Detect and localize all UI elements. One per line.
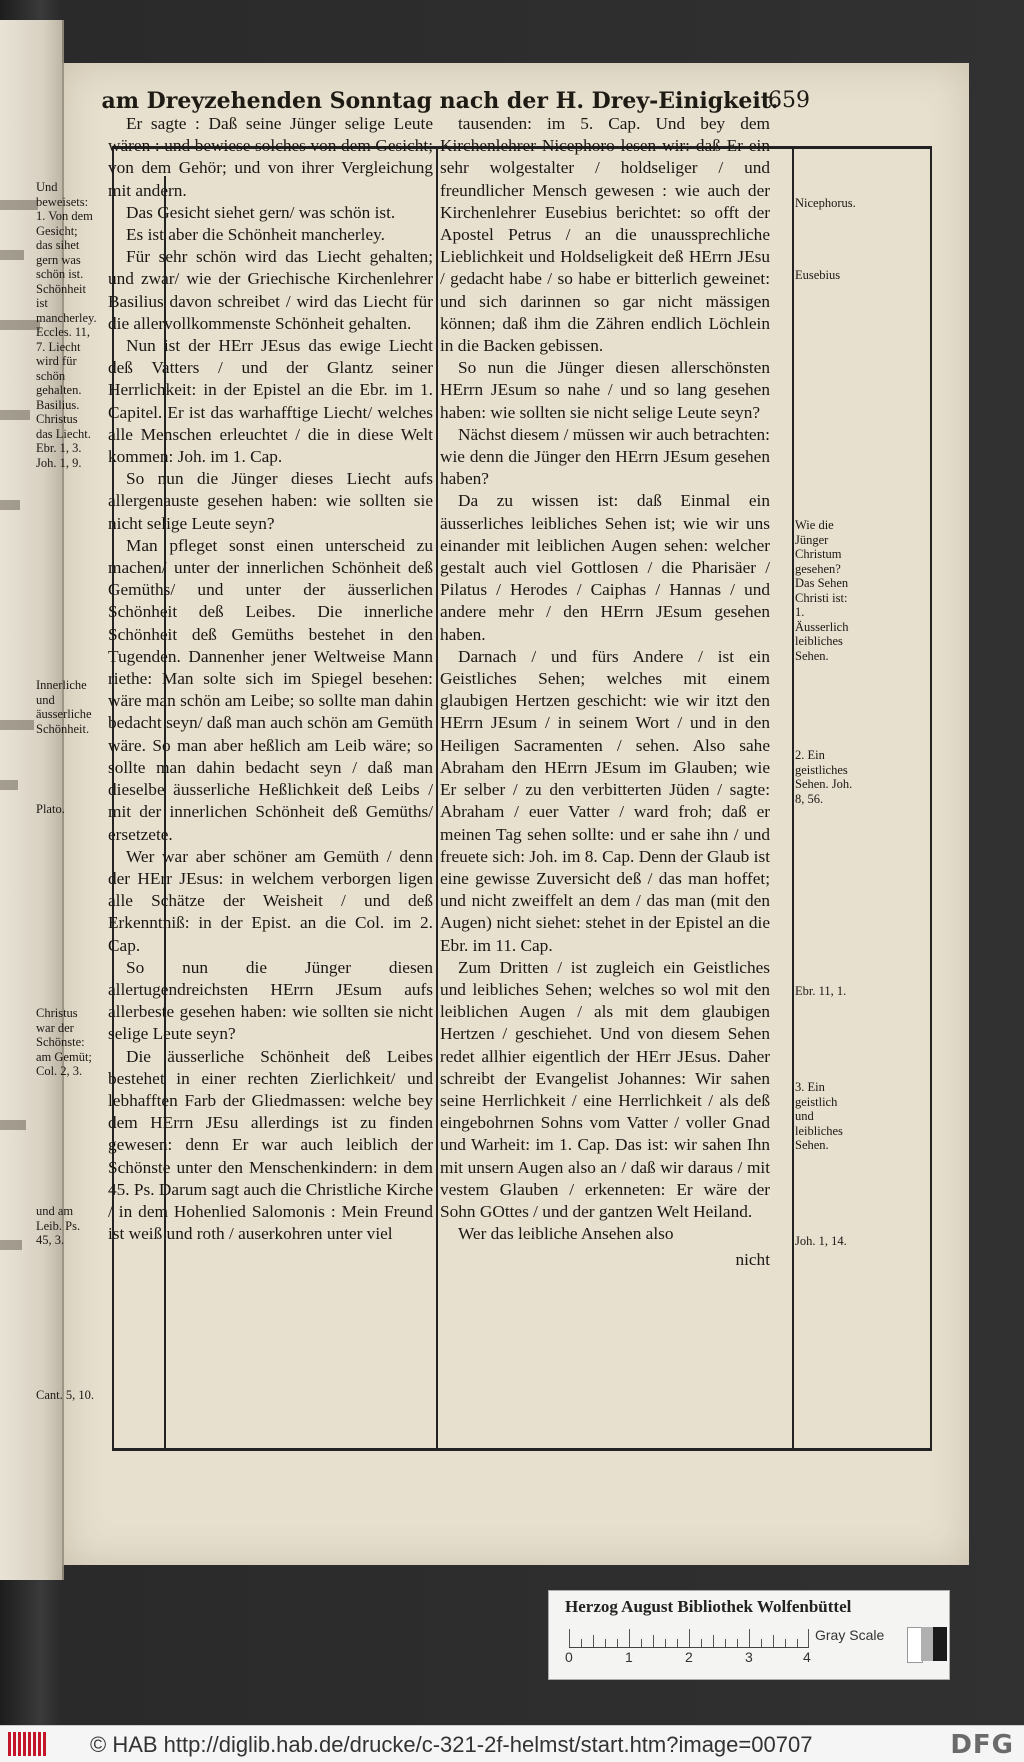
viewer-footer [0,1725,1024,1762]
paragraph: Da zu wissen ist: daß Einmal ein äusserliches leibliches Sehen ist; wie wir uns einander mit leiblichen Augen sehen: welcher gestalt auch viel Gottlosen / die Pharisäer / Pilatus / Herodes / Caiphas / Hannas / und andere mehr / den HErrn JEsum gesehen haben. [440,491,770,644]
page-number: 659 [768,88,810,113]
scale-ruler [569,1629,809,1648]
paragraph: tausenden: im 5. Cap. Und bey dem Kirchenlehrer Nicephoro lesen wir: daß Er ein sehr wolgestalter / holdseliger / und freundlicher Mensch gewesen : wie auch der Kirchenlehrer Eusebius berichtet: so offt der Apostel Petrus / an die unaussprechliche Lieblichkeit und Holdseligkeit deß HErrn JEsu / gedacht habe / so habe er bitterlich geweinet: und sich darinnen so gar nicht mässigen können; daß ihm die Zähren endlich Löchlein in die Backen gebissen. [440,114,770,356]
paragraph: Nächst diesem / müssen wir auch betrachten: wie denn die Jünger den HErrn JEsum gesehen haben? [440,424,770,489]
paragraph: Darnach / und fürs Andere / ist ein Geistliches Sehen; welches mit einem glaubigen Hertzen geschicht: wie wir itzt den HErrn JEsum / in seinem Wort / und in den Heiligen Sacramenten / sehen. Also sahe Abraham den HErrn JEsum im Glauben; wie Er selber / zu den verbitterten Jüden / sagte: Abraham / euer Vatter / ward froh; daß er meinen Tag sehen sollte: und er sahe ihn / und freuete sich: Joh. im 8. Cap. Denn der Glaub ist eine gewisse Zuversicht deß / das man hoffet; und nicht zweiffelt an dem / das man (mit den Augen) nicht siehet: stehet in der Epistel an die Ebr. im 11. Cap. [440,646,770,955]
paragraph: Die äusserliche Schönheit deß Leibes bestehet in einer rechten Zierlichkeit/ und lebhafften Farb der Gliedmassen: welche bey dem HErrn JEsu allerdings ist zu finden gewesen: denn Er war auch leiblich der Schönste unter den Menschenkindern: in dem 45. Ps. Darum sagt auch die Christliche Kirche / in dem Hohenlied Salomonis : Mein Freund ist weiß und roth / auserkohren unter viel [108,1046,433,1244]
ruler-label: 4 [803,1649,811,1665]
ruler-label: 0 [565,1649,573,1665]
paragraph: Für sehr schön wird das Liecht gehalten; und zwar/ wie der Griechische Kirchenlehrer Basilius davon schreibet / wird das Liecht für die allervollkommenste Schönheit gehalten. [108,247,433,333]
right-border-line [930,146,932,1451]
paragraph: So nun die Jünger dieses Liecht aufs allergenauste gesehen haben: wie sollten sie nicht selige Leute seyn? [108,469,433,533]
dfg-logo: DFG [950,1730,1014,1760]
ruler-label: 2 [685,1649,693,1665]
paragraph: Das Gesicht siehet gern/ was schön ist. [126,202,396,222]
text-column-right [440,113,770,1272]
column-divider [436,149,438,1451]
paragraph: Nun ist der HErr JEsus das ewige Liecht deß Vatters / und der Glantz seiner Herrlichkeit: in der Epistel an die Ebr. im 1. Capitel. Er ist das warhafftige Liecht/ welches alle Menschen erleuchtet / die in diese Welt kommen: Joh. im 1. Cap. [108,336,433,467]
paragraph: So nun die Jünger diesen allertugendreichsten HErrn JEsum aufs allerbeste gesehen haben: wie sollten sie nicht selige Leute seyn? [108,957,433,1044]
bottom-rule [112,1448,932,1451]
chart-title: Herzog August Bibliothek Wolfenbüttel [565,1597,852,1616]
color-calibration-chart [548,1590,950,1680]
ruler-label: 3 [745,1649,753,1665]
gray-swatch-black [933,1627,947,1661]
ruler-label: 1 [625,1649,633,1665]
margin-note: Wie die Jünger Christum gesehen? Das Sehen Christi ist: 1. Äusserlich leibliches Sehen. [795,518,849,663]
margin-note: Joh. 1, 14. [795,1234,847,1248]
margin-note: und am Leib. Ps. 45, 3. [36,1204,81,1247]
margin-note: 3. Ein geistlich und leibliches Sehen. [795,1080,843,1152]
paragraph: Es ist aber die Schönheit mancherley. [126,225,385,245]
text-column-left [108,113,433,1245]
paragraph: Wer war aber schöner am Gemüth / denn der HErr JEsus: in welchem verborgen ligen alle Schätze der Weisheit / und deß Erkenntniß: in der Epist. an die Col. im 2. Cap. [108,846,433,955]
paragraph: Zum Dritten / ist zugleich ein Geistliches und leibliches Sehen; welches so wol mit den leiblichen Augen / als mit dem glaubigen Hertzen / geschiehet. Und von diesem Sehen redet allhier eigentlich der HErr JEsus. Daher schreibt der Evangelist Johannes: Wir sahen seine Herrlichkeit / eine Herrlichkeit / als deß eingebohrnen Sohns vom Vatter / voller Gnad und Warheit: im 1. Cap. Das ist: wir sahen Ihn mit unsern Augen also an / daß wir daraus / mit vestem Glauben / erkenneten: Er wäre der Sohn GOttes / und der gantzen Welt Heiland. [440,957,770,1221]
margin-note: Ebr. 11, 1. [795,984,847,998]
margin-note: Nicephorus. [795,196,856,210]
paragraph: Man pfleget sonst einen unterscheid zu machen/ unter der innerlichen Schönheit deß Gemüths/ und unter der äusserlichen Schönheit deß Leibes. Die innerliche Schönheit deß Gemüths bestehet in den Tugenden. Dannenher jener Weltweise Mann riethe: Man solte sich im Spiegel besehen: wäre man schön am Leibe; so sollte man dahin bedacht seyn/ daß man auch schön am Gemüth wäre. So man aber heßlich am Leib wäre; so sollte man dahin bedacht seyn / daß man dieselbe äusserliche Heßlichkeit deß Leibs / mit der innerlichen Schönheit deß Gemüths/ ersetzete. [108,535,433,844]
margin-note: Eusebius [795,268,841,282]
margin-note: Und beweisets: 1. Von dem Gesicht; das sihet gern was schön ist. Schönheit ist mancherley. Eccles. 11, 7. Liecht wird für schön gehalten. Basilius. Christus das Liecht. Ebr. 1, 3. Joh. 1, 9. [36,180,97,470]
catchword: nicht [735,1250,770,1270]
gray-scale-label: Gray Scale [815,1627,885,1643]
paragraph: Wer das leibliche Ansehen also [458,1224,674,1244]
hab-barcode-logo-icon [8,1732,48,1756]
running-header: am Dreyzehenden Sonntag nach der H. Drey-Einigkeit. [101,88,779,114]
paragraph: So nun die Jünger diesen allerschönsten HErrn JEsum so nahe / und so lang gesehen haben: wie sollten sie nicht selige Leute seyn? [440,358,770,422]
margin-note: Christus war der Schönste: am Gemüt; Col. 2, 3. [36,1006,92,1078]
margin-note: Plato. [36,802,65,816]
margin-note: Cant. 5, 10. [36,1388,94,1402]
margin-note: 2. Ein geistliches Sehen. Joh. 8, 56. [795,748,853,806]
right-margin-line [792,149,794,1451]
paragraph: Er sagte : Daß seine Jünger selige Leute wären : und bewiese solches von dem Gesicht; von dem Gehör; und von ihrer Vergleichung mit andern. [108,114,433,200]
source-url[interactable]: © HAB http://diglib.hab.de/drucke/c-321-2f-helmst/start.htm?image=00707 [90,1732,813,1757]
margin-note: Innerliche und äusserliche Schönheit. [36,678,92,736]
